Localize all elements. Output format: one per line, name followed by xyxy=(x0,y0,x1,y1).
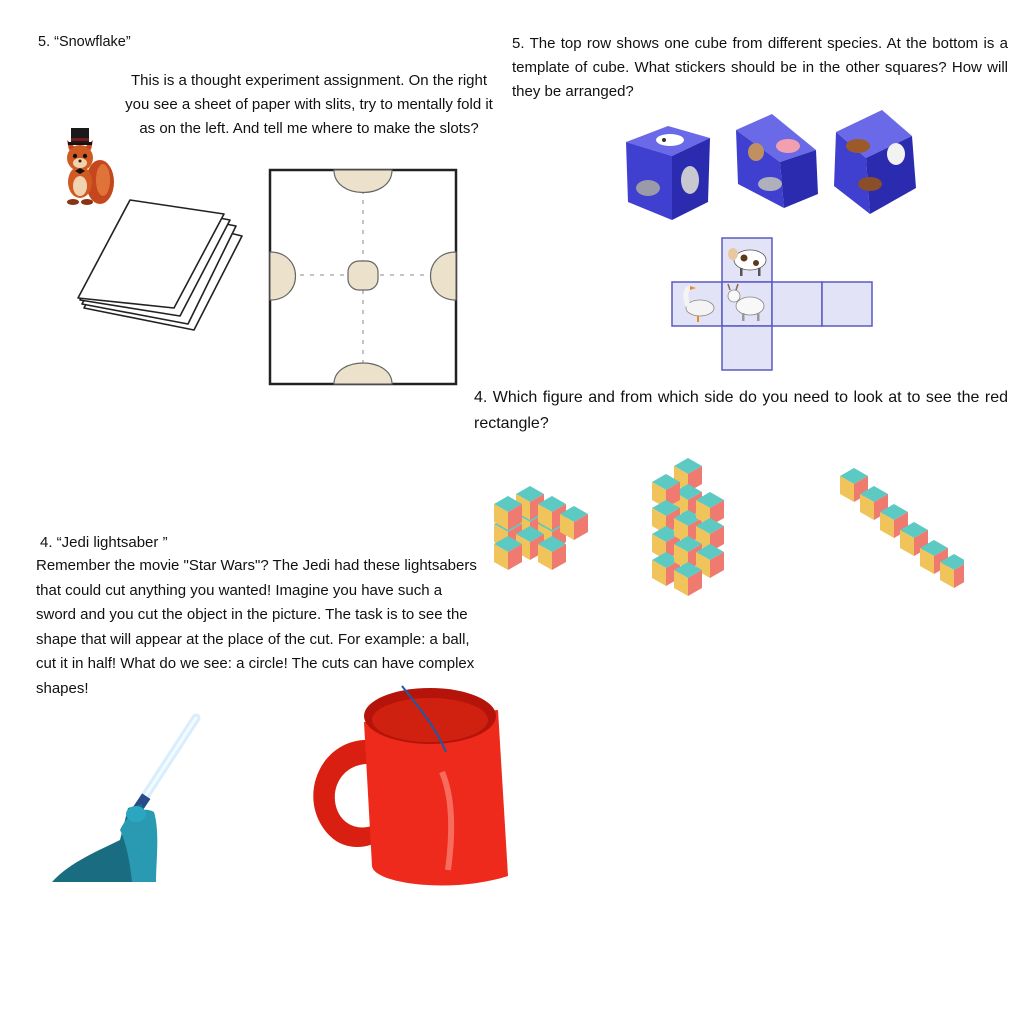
figure-3 xyxy=(840,468,964,588)
jedi-heading: 4. “Jedi lightsaber ” xyxy=(40,534,168,551)
net-square-right xyxy=(772,282,822,326)
figure-1 xyxy=(494,486,588,570)
red-rectangle-text: 4. Which figure and from which side do you need to look at to see the red rectangle? xyxy=(474,389,1008,432)
cube-1 xyxy=(626,126,710,220)
snowflake-text: This is a thought experiment assignment. On the right you see a sheet of paper with slits, try to mentally fold it as on the left. And tell me where to make the slots? xyxy=(125,72,493,137)
red-mug-illustration xyxy=(302,680,524,894)
net-square-bottom xyxy=(722,326,772,370)
snowflake-heading: 5. “Snowflake” xyxy=(38,34,131,50)
folded-paper-illustration xyxy=(74,196,254,334)
cube-3 xyxy=(834,110,916,214)
lightsaber-illustration xyxy=(50,712,210,884)
cube-stickers-text: 5. The top row shows one cube from different species. At the bottom is a template of cube. What stickers should be in the other squares? How will they be arranged? xyxy=(512,35,1008,100)
species-cubes-illustration xyxy=(620,110,920,224)
jedi-text: Remember the movie "Star Wars"? The Jedi had these lightsabers that could cut anything you wanted! Imagine you have such a sword and you cut the object in the picture. The task is to see the shape that will appear at the place of the cut. For example: a ball, cut it in half! What do we see: a circle! The cuts can have complex shapes! xyxy=(36,557,477,697)
net-square-far-right xyxy=(822,282,872,326)
sheet-with-slits-illustration xyxy=(262,160,464,392)
cube-2 xyxy=(736,114,818,208)
figure-2 xyxy=(652,458,724,596)
cube-figures-illustration xyxy=(492,456,964,604)
cube-net-template xyxy=(670,236,876,372)
